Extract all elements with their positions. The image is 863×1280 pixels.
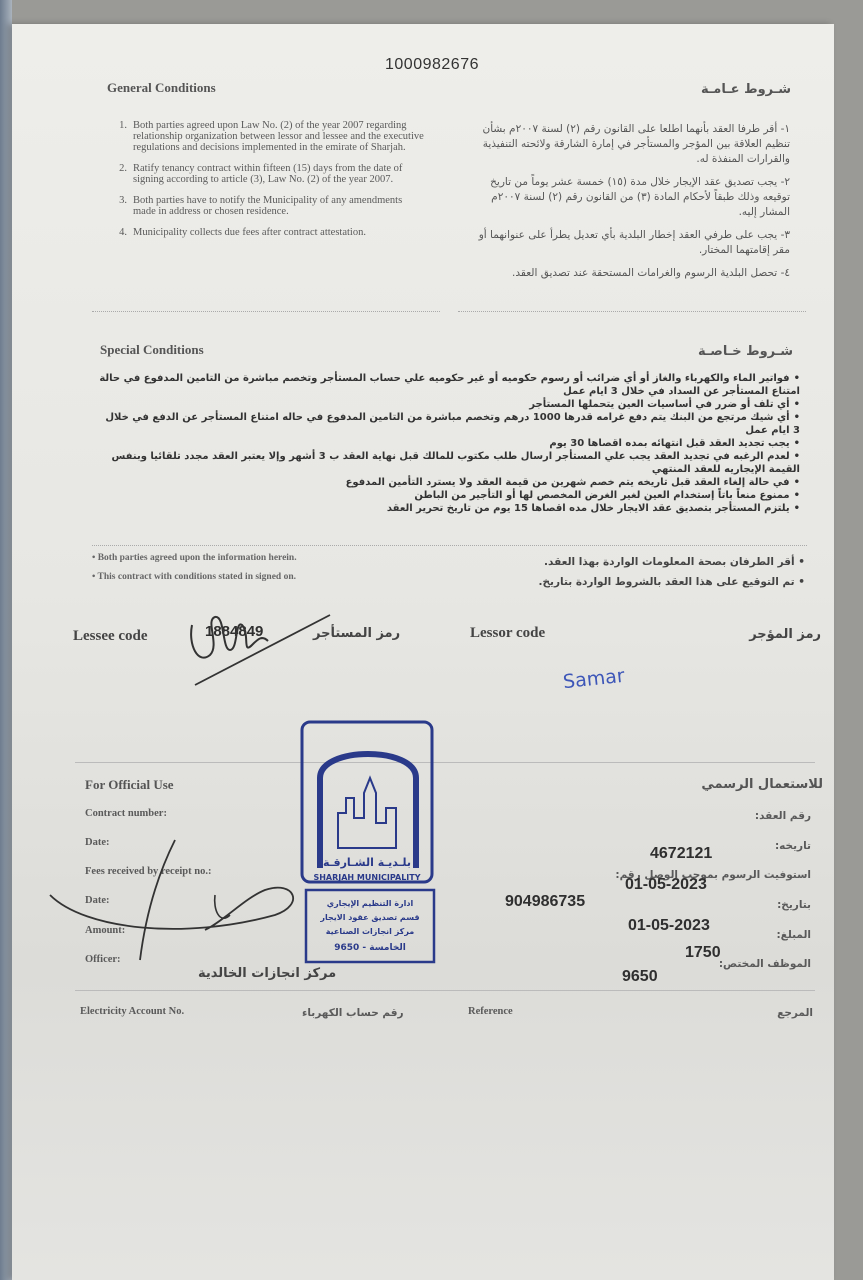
condition-text: Both parties have to notify the Municipality of any amendments made in address or chosen residence. (133, 195, 403, 217)
receipt-date-value: 01-05-2023 (628, 917, 710, 934)
official-use-title-ar: للاستعمال الرسمي (701, 777, 823, 792)
contract-date-value: 01-05-2023 (625, 876, 707, 893)
general-condition-en-item (105, 195, 425, 217)
arch-icon (320, 754, 416, 868)
footnote-ar-1: • أقر الطرفان بصحة المعلومات الواردة بهذا العقد. (544, 556, 805, 568)
condition-number: 4. (119, 227, 127, 238)
special-condition-item: • فواتير الماء والكهرباء والغاز أو أي ضرائب أو رسوم حكوميه أو غير حكوميه علي حساب المستأجر وتخصم مباشرة من التامين المدفوع في حالة امتناع المستأجر عن السداد في خلال 3 ايام عمل (95, 372, 800, 398)
official-use-title-en: For Official Use (85, 777, 174, 792)
condition-text: Municipality collects due fees after contract attestation. (133, 227, 366, 238)
special-conditions-title-ar: شـروط خـاصـة (697, 344, 793, 359)
special-condition-item: • أي شيك مرتجع من البنك يتم دفع غرامه قدرها 1000 درهم وتخصم مباشرة من التامين المدفوع في حاله امتناع المستأجر عن الدفع في خلال 3 ايام عمل (95, 411, 800, 437)
condition-number: 3. (119, 195, 127, 206)
divider (458, 311, 806, 312)
sharjah-municipality-stamp (298, 718, 443, 968)
general-condition-en-item (105, 227, 425, 238)
reference-label: Reference (468, 1006, 513, 1017)
condition-text: Ratify tenancy contract within fifteen (15) days from the date of signing according to article (3), Law No. (2) of the year 2007. (133, 163, 403, 185)
special-conditions-list (95, 372, 800, 515)
lessee-code-value: 1884849 (205, 623, 264, 640)
fort-icon (338, 778, 396, 848)
special-condition-item: • أي تلف أو ضرر في أساسيات العين يتحملها المستأجر (95, 398, 800, 411)
receipt-number-label: Fees received by receipt no.: (85, 866, 212, 877)
officer-label-ar: الموظف المختص: (718, 958, 811, 970)
general-condition-ar-item: ٣- يجب على طرفي العقد إخطار البلدية بأي تعديل يطرأ على عنوانهما أو مقر إقامتهما المختار. (478, 229, 790, 256)
amount-label: Amount: (85, 925, 126, 936)
footnote-ar-2: • تم التوقيع على هذا العقد بالشروط الواردة بتاريخ. (538, 576, 805, 588)
general-condition-ar-item: ٤- تحصل البلدية الرسوم والغرامات المستحقة عند تصديق العقد. (512, 267, 790, 279)
footnote-en-1: • Both parties agreed upon the information herein. (92, 553, 297, 563)
officer-label: Officer: (85, 954, 121, 965)
electricity-account-label-ar: رقم حساب الكهرباء (302, 1007, 404, 1019)
receipt-number-label-ar: استوفيت الرسوم بموجب الوصل رقم: (615, 869, 811, 881)
special-conditions-title-en: Special Conditions (100, 342, 204, 357)
special-condition-item: • يلتزم المستأجر بتصديق عقد الايجار خلال مده اقصاها 15 يوم من تاريخ تحرير العقد (95, 502, 800, 515)
contract-date-label-ar: تاريخه: (774, 840, 811, 852)
serial-number: 1000982676 (385, 56, 479, 73)
stamp-dept-line4: 9650 - الخامسة (334, 943, 406, 953)
special-condition-item: • يجب تجديد العقد قبل انتهائه بمده اقصاها 30 يوم (95, 437, 800, 450)
condition-text: Both parties agreed upon Law No. (2) of the year 2007 regarding relationship organization between lessor and lessee and the executive regulations and decisions implemented in the emirate of Sharjah. (133, 120, 424, 153)
stamp-dept-line3: مركز انجازات الصناعية (325, 927, 415, 936)
contract-number-label-ar: رقم العقد: (754, 810, 811, 822)
stamp-name-ar: بلـديـة الشـارقـة (322, 856, 412, 869)
footnote-en-2: • This contract with conditions stated in signed on. (92, 572, 296, 582)
electricity-account-label: Electricity Account No. (80, 1006, 185, 1017)
receipt-number-value: 904986735 (505, 893, 586, 910)
divider (75, 762, 815, 763)
condition-number: 2. (119, 163, 127, 174)
divider (92, 311, 440, 312)
center-name: مركز انجازات الخالدية (198, 966, 337, 981)
stamp-name-en: SHARJAH MUNICIPALITY (313, 873, 421, 882)
divider (75, 990, 815, 991)
contract-number-label: Contract number: (85, 808, 167, 819)
lessor-handwritten-name: Samar (562, 664, 626, 694)
officer-value: 9650 (622, 968, 658, 985)
special-condition-item: • لعدم الرغبه في تجديد العقد يجب علي المستأجر ارسال طلب مكتوب للمالك قبل نهاية العقد ب 3 أشهر وإلا يعتبر العقد مجدد تلقائيا وبنفس القيمة الإيجاريه للعقد المنتهي (95, 450, 800, 476)
lessee-code-label: Lessee code (73, 628, 148, 644)
special-condition-item: • ممنوع منعاً باتاً إستخدام العين لغير الغرض المخصص لها أو التأجير من الباطن (95, 489, 800, 502)
amount-value: 1750 (685, 944, 721, 961)
contract-date-label: Date: (85, 837, 110, 848)
general-conditions-en-list (105, 120, 425, 248)
condition-number: 1. (119, 120, 127, 131)
amount-label-ar: المبلغ: (776, 929, 811, 941)
general-condition-en-item (105, 163, 425, 185)
general-conditions-title-ar: شـروط عـامـة (700, 82, 791, 97)
general-conditions-ar-list (460, 122, 790, 289)
lessee-signature (180, 605, 340, 695)
lessee-code-label-ar: رمز المستأجر (313, 626, 401, 641)
special-condition-item: • في حالة إلغاء العقد قبل تاريخه يتم خصم شهرين من قيمة العقد ولا يسترد التأمين المدفوع (95, 476, 800, 489)
receipt-date-label: Date: (85, 895, 110, 906)
receipt-date-label-ar: بتاريخ: (777, 899, 811, 911)
stamp-dept-line1: ادارة التنظيم الإيجاري (326, 899, 414, 908)
lessor-code-label: Lessor code (470, 625, 546, 641)
reference-label-ar: المرجع (777, 1007, 813, 1019)
background-edge (0, 0, 12, 1280)
general-conditions-title-en: General Conditions (107, 80, 216, 95)
lessor-code-label-ar: رمز المؤجر (749, 627, 821, 642)
officer-signature (45, 820, 315, 970)
general-condition-en-item (105, 120, 425, 153)
divider (92, 545, 807, 546)
general-condition-ar-item: ٢- يجب تصديق عقد الإيجار خلال مدة (١٥) خمسة عشر يوماً من تاريخ توقيعه وذلك طبقاً لأحكام المادة (٣) من القانون رقم (٢) لسنة ٢٠٠٧م المشار إليه. (490, 176, 790, 218)
contract-number-value: 4672121 (650, 845, 713, 862)
general-condition-ar-item: ١- أقر طرفا العقد بأنهما اطلعا على القانون رقم (٢) لسنة ٢٠٠٧م بشأن تنظيم العلاقة بين المؤجر والمستأجر في إمارة الشارقة ولائحته التنفيذية والقرارات المنفذة له. (482, 123, 790, 165)
stamp-dept-line2: قسم تصديق عقود الايجار (320, 913, 420, 922)
